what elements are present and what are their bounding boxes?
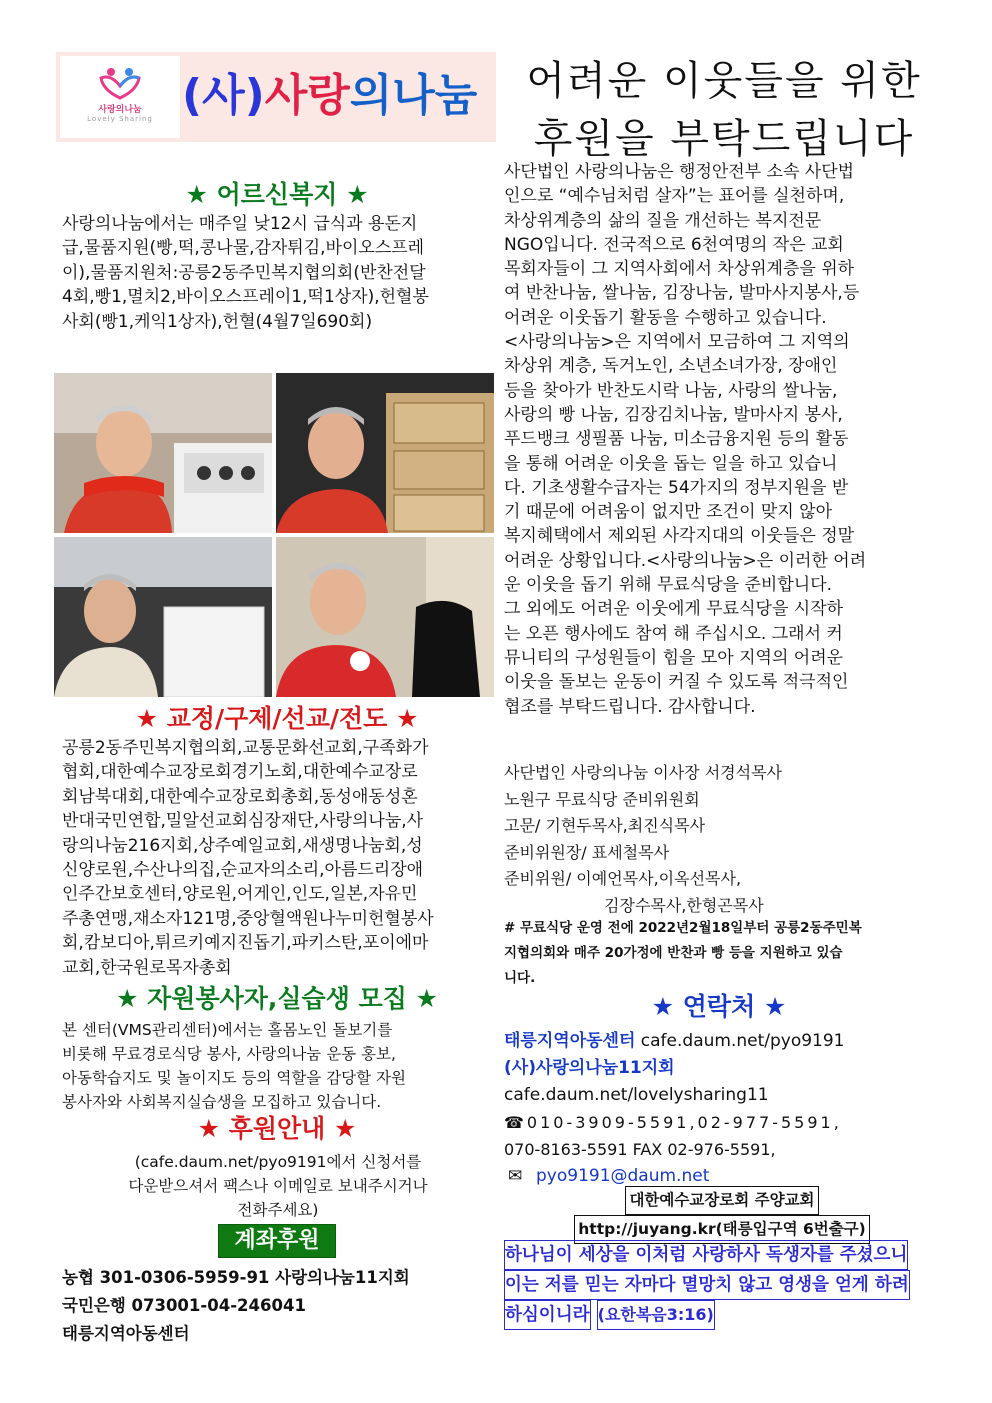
text-line: 봉사자와 사회복지실습생을 모집하고 있습니다.: [62, 1093, 382, 1111]
text-line: 주총연맹,재소자121명,중앙혈액원나누미헌혈봉사: [62, 908, 434, 929]
text-line: 준비위원장/ 표세철목사: [504, 842, 670, 862]
text-line: 지협의회와 매주 20가정에 반찬과 빵 등을 지원하고 있습: [504, 945, 843, 961]
text-line: 고문/ 기현두목사,최진식목사: [504, 816, 706, 835]
text-line: 급,물품지원(빵,떡,콩나물,감자튀김,바이오스프레: [62, 238, 425, 259]
text-line: 여 반찬나눔, 쌀나눔, 김장나눔, 발마사지봉사,등: [504, 283, 860, 304]
verse-reference: (요한복음3:16): [597, 1300, 715, 1330]
text-line: 그 외에도 어려운 이웃에게 무료식당을 시작하: [504, 599, 844, 620]
account-line: 농협 301-0306-5959-91 사랑의나눔11지회: [62, 1268, 410, 1287]
text-line: 신양로원,수산나의집,순교자의소리,아름드리장애: [62, 860, 424, 881]
text-line: 차상위 계층, 독거노인, 소년소녀가장, 장애인: [504, 356, 838, 377]
text-line: 회남북대회,대한예수교장로회총회,동성애동성혼: [62, 786, 418, 807]
org-title-sharing: 의나눔: [349, 70, 478, 121]
verse-line: 하심이니라: [504, 1300, 591, 1330]
committee-note: [504, 916, 940, 991]
envelope-icon: ✉: [508, 1166, 523, 1186]
verse-line: 이는 저를 믿는 자마다 멸망치 않고 영생을 얻게 하려: [504, 1270, 910, 1300]
text-line: 김장수목사,한형곤목사: [604, 895, 764, 915]
text-line: 목회자들이 그 지역사회에서 차상위계층을 위하: [504, 259, 855, 280]
intro-text: [504, 160, 934, 719]
verse-line: 하나님이 세상을 이처럼 사랑하사 독생자를 주셨으니: [504, 1240, 908, 1270]
text-line: 니다.: [504, 970, 536, 986]
logo-text: 사랑의나눔: [98, 105, 142, 115]
heart-people-icon: [97, 64, 143, 100]
church-name: 대한예수교장로회 주양교회: [625, 1186, 818, 1215]
text-line: 사단법인 사랑의나눔은 행정안전부 소속 사단법: [504, 162, 855, 182]
text-line: 이),물품지원처:공릉2동주민복지협의회(반찬전달: [62, 262, 426, 283]
text-line: 뮤니티의 구성원들이 힘을 모아 지역의 어려운: [504, 647, 844, 668]
volunteer-heading: ★ 자원봉사자,실습생 모집 ★: [116, 984, 438, 1013]
mission-text: [62, 736, 494, 980]
text-line: # 무료식당 운영 전에 2022년2월18일부터 공릉2동주민복: [504, 920, 862, 936]
text-line: NGO입니다. 전국적으로 6천여명의 작은 교회: [504, 234, 844, 255]
phone-line: ☎010-3909-5591,02-977-5591,: [504, 1113, 842, 1132]
org-title-prefix: (사): [182, 70, 265, 121]
center-name: 태릉지역아동센터: [504, 1031, 636, 1051]
text-line: 복지혜택에서 제외된 사각지대의 이웃들은 정말: [504, 526, 855, 547]
text-line: 인주간보호센터,양로원,어게인,인도,일본,자유민: [62, 884, 418, 905]
text-line: 다. 기초생활수급자는 54가지의 정부지원을 받: [504, 477, 849, 498]
branch-url-link[interactable]: cafe.daum.net/lovelysharing11: [504, 1085, 769, 1105]
text-line: 협회,대한예수교장로회경기노회,대한예수교장로: [62, 762, 418, 783]
text-line: 다운받으셔서 팩스나 이메일로 보내주시거나: [128, 1177, 428, 1195]
text-line: 비롯해 무료경로식당 봉사, 사랑의나눔 운동 홍보,: [62, 1045, 396, 1063]
church-block: [504, 1186, 940, 1244]
church-url-link[interactable]: http://juyang.kr(태릉입구역 6번출구): [574, 1215, 869, 1244]
text-line: 인으로 “예수님처럼 살자”는 표어를 실천하며,: [504, 186, 845, 207]
donation-heading: ★ 후원안내 ★: [197, 1114, 357, 1143]
contact-block: [504, 1028, 940, 1190]
volunteer-text: [62, 1018, 494, 1114]
photo-delivery-bag: [276, 537, 494, 697]
logo-subtext: Lovely Sharing: [87, 115, 153, 123]
text-line: 푸드뱅크 생필품 나눔, 미소금융지원 등의 활동: [504, 429, 849, 450]
text-line: 기 때문에 어려움이 없지만 조건이 맞지 않아: [504, 502, 833, 523]
text-line: 사단법인 사랑의나눔 이사장 서경석목사: [504, 763, 783, 782]
text-line: 협조를 부탁드립니다. 감사합니다.: [504, 696, 756, 717]
text-line: 전화주세요): [237, 1201, 319, 1219]
text-line: 사랑의나눔에서는 매주일 낮12시 급식과 용돈지: [62, 214, 418, 234]
text-line: 어려운 이웃돕기 활동을 수행하고 있습니다.: [504, 307, 827, 328]
photo-blood-donation: [54, 373, 272, 533]
account-line: 국민은행 073001-04-246041: [62, 1296, 306, 1315]
account-list: [62, 1264, 494, 1348]
org-title-love: 사랑: [264, 70, 350, 121]
elderly-welfare-heading: ★ 어르신복지 ★: [185, 180, 369, 209]
center-url-link[interactable]: cafe.daum.net/pyo9191: [640, 1031, 845, 1051]
bible-verse: [504, 1240, 940, 1330]
appeal-title: [508, 52, 940, 168]
text-line: 사회(빵1,케익1상자),헌혈(4월7일690회): [62, 311, 373, 332]
text-line: 4회,빵1,멸치2,바이오스프레이1,떡1상자),헌혈봉: [62, 287, 429, 308]
photo-van-cake-box: [54, 537, 272, 697]
account-donation-badge: 계좌후원: [218, 1224, 336, 1258]
phone-fax-line: 070-8163-5591 FAX 02-976-5591,: [504, 1140, 776, 1159]
logo: [60, 56, 180, 138]
text-line: 사랑의 빵 나눔, 김장김치나눔, 발마사지 봉사,: [504, 404, 843, 425]
mission-heading: ★ 교정/구제/선교/전도 ★: [135, 704, 419, 733]
text-line: 어려운 상황입니다.<사랑의나눔>은 이러한 어려: [504, 550, 867, 571]
branch-name: (사)사랑의나눔11지회: [504, 1058, 675, 1078]
text-line: 등을 찾아가 반찬도시락 나눔, 사랑의 쌀나눔,: [504, 380, 838, 401]
text-line: <사랑의나눔>은 지역에서 모금하여 그 지역의: [504, 332, 850, 353]
text-line: 노원구 무료식당 준비위원회: [504, 789, 700, 809]
text-line: 준비위원/ 이예언목사,이옥선목사,: [504, 869, 742, 888]
photo-boxes-van: [276, 373, 494, 533]
text-line: 본 센터(VMS관리센터)에서는 홀몸노인 돌보기를: [62, 1021, 393, 1039]
account-line: 태릉지역아동센터: [62, 1324, 190, 1343]
appeal-title-line2: 후원을 부탁드립니다: [533, 116, 915, 162]
text-line: 공릉2동주민복지협의회,교통문화선교회,구족화가: [62, 738, 429, 758]
text-line: 아동학습지도 및 놀이지도 등의 역할을 감당할 자원: [62, 1069, 406, 1087]
text-line: 운 이웃을 돕기 위해 무료식당을 준비합니다.: [504, 575, 833, 596]
text-line: 반대국민연합,밀알선교회심장재단,사랑의나눔,사: [62, 811, 424, 832]
donation-text: [62, 1150, 494, 1222]
text-line: 는 오픈 행사에도 참여 해 주십시오. 그래서 커: [504, 623, 843, 644]
elderly-welfare-text: [62, 212, 494, 334]
text-line: 랑의나눔216지회,상주예일교회,새생명나눔회,성: [62, 835, 423, 856]
text-line: (cafe.daum.net/pyo9191에서 신청서를: [134, 1153, 422, 1171]
committee-text: [504, 760, 934, 919]
appeal-title-line1: 어려운 이웃들을 위한: [526, 58, 922, 104]
text-line: 차상위계층의 삶의 질을 개선하는 복지전문: [504, 210, 822, 231]
text-line: 교회,한국원로목자총회: [62, 957, 232, 978]
text-line: 이웃을 돌보는 운동이 커질 수 있도록 적극적인: [504, 672, 849, 693]
email-link[interactable]: pyo9191@daum.net: [536, 1166, 710, 1186]
contact-heading: ★ 연락처 ★: [651, 992, 787, 1021]
org-title: [182, 56, 494, 136]
text-line: 을 통해 어려운 이웃을 돕는 일을 하고 있습니: [504, 453, 838, 474]
text-line: 회,캄보디아,튀르키예지진돕기,파키스탄,포이에마: [62, 933, 429, 954]
